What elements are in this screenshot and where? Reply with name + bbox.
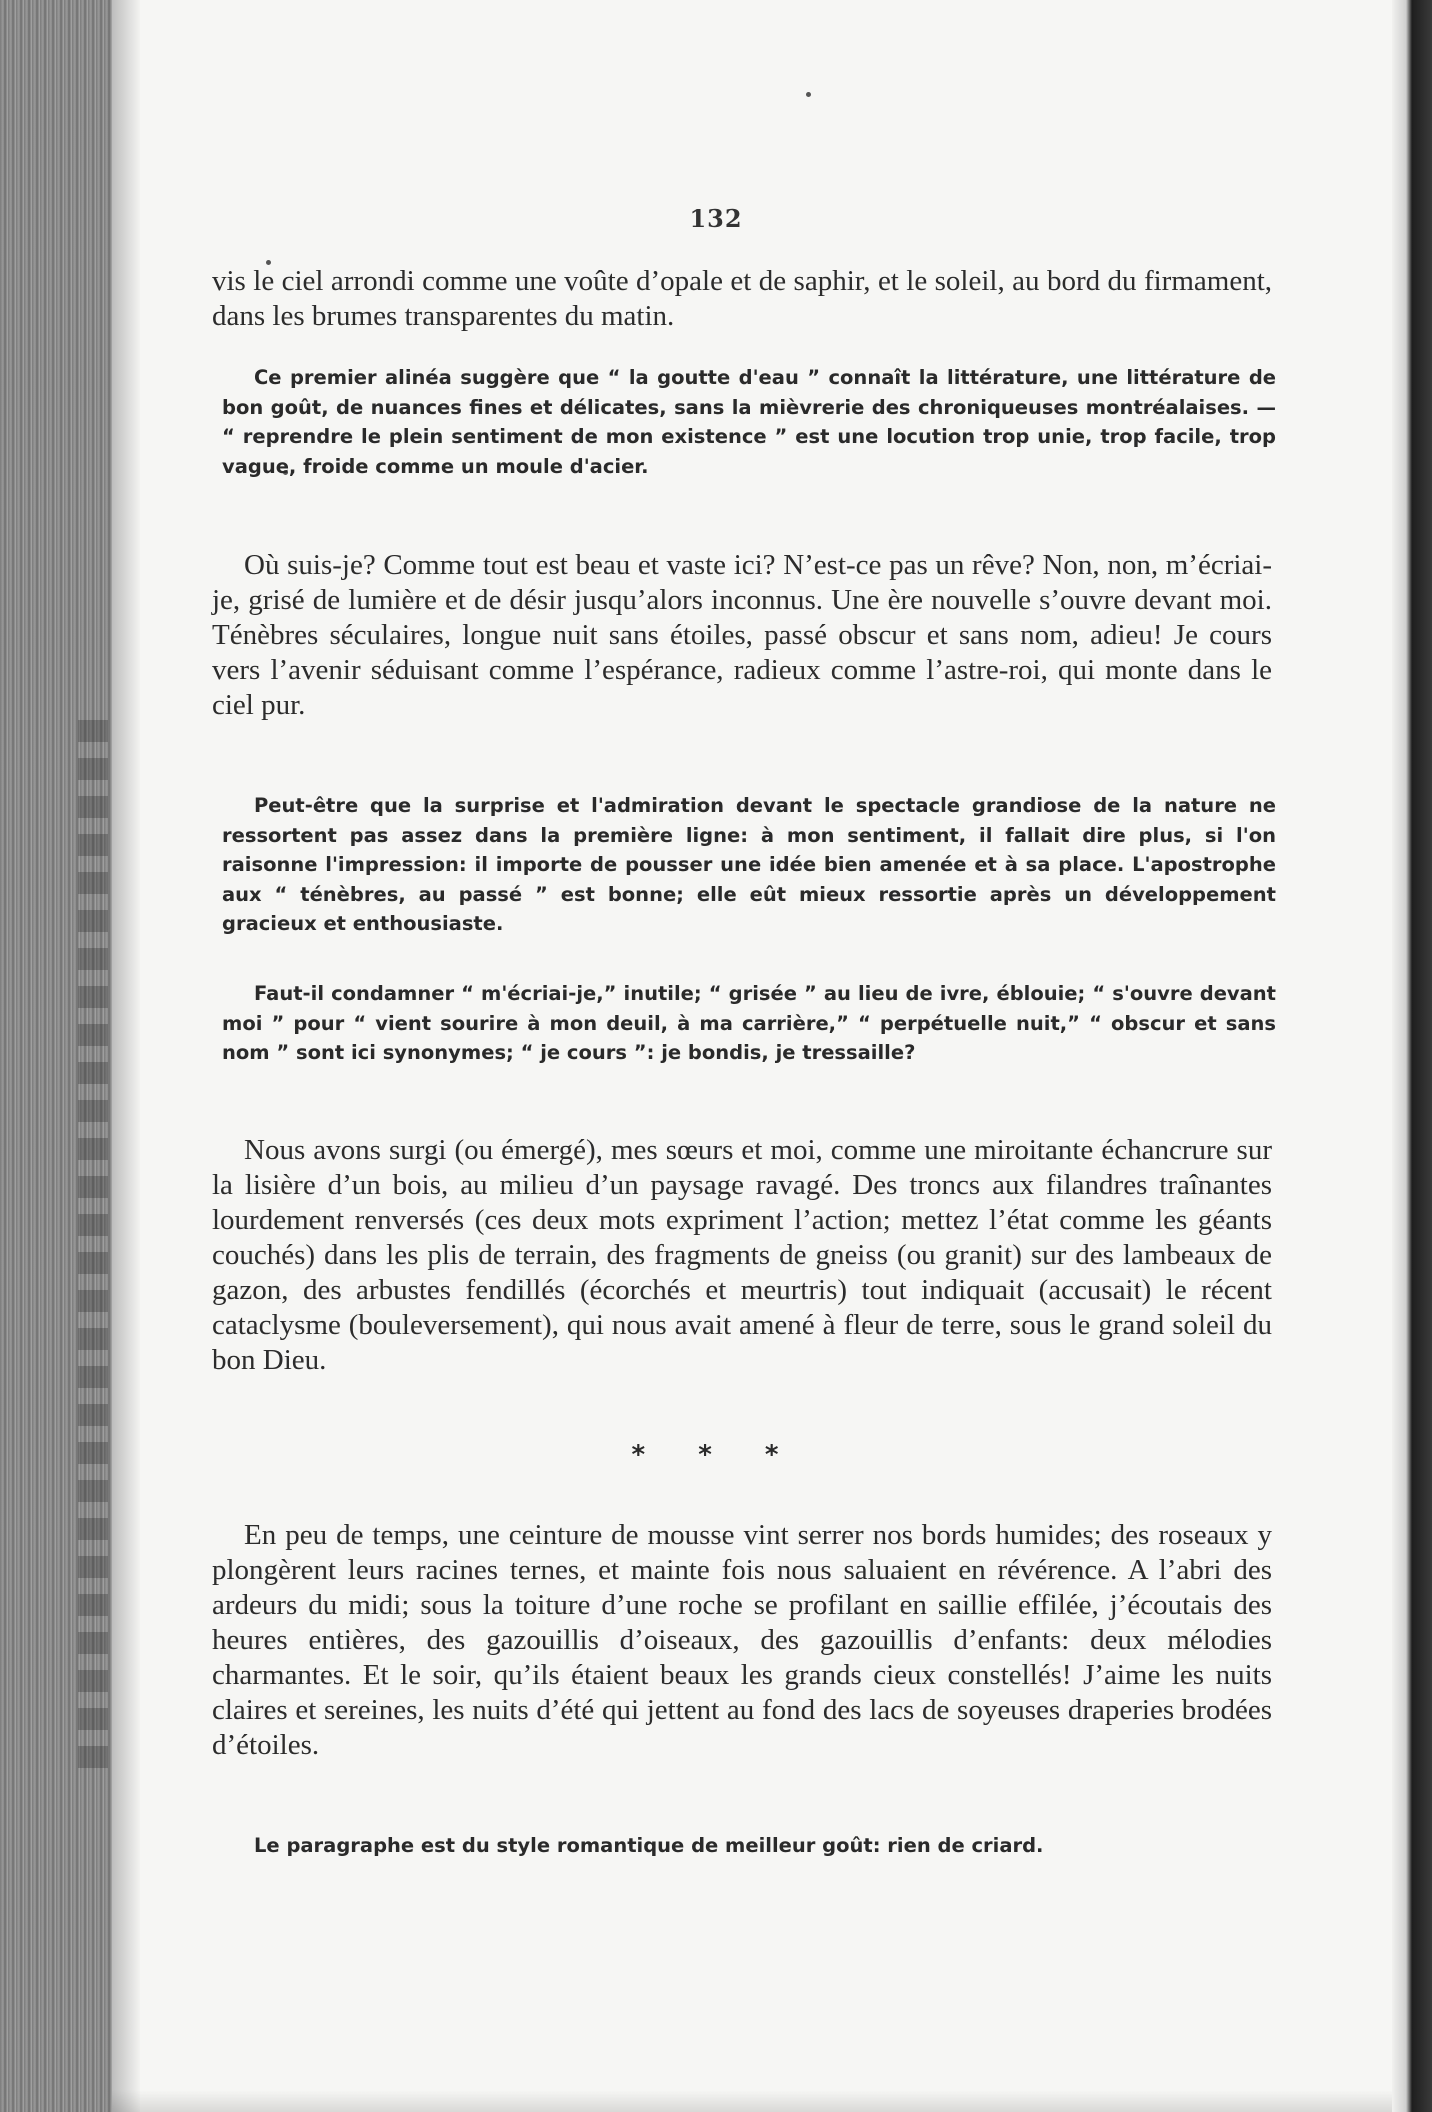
commentary-4 — [222, 1831, 1276, 1861]
commentary-1 — [222, 363, 1276, 481]
page-bottom-shadow — [112, 2090, 1392, 2112]
commentary-3 — [222, 979, 1276, 1068]
body-paragraph-3 — [212, 1133, 1272, 1378]
gutter-shadow — [112, 0, 140, 2112]
paragraph-text: Où suis-je? Comme tout est beau et vaste ici? N’est-ce pas un rêve? Non, non, m’écriai-je, grisé de lumière et de désir jusqu’alors inconnus. Une ère nouvelle s’ouvre devant moi. Ténèbres séculaires, longue nuit sans étoiles, passé obscur et sans nom, adieu! Je cours vers l’avenir séduisant comme l’espérance, radieux comme l’astre-roi, qui monte dans le ciel pur. — [212, 549, 1272, 721]
commentary-text: Faut-il condamner “ m'écriai-je,” inutile; “ grisée ” au lieu de ivre, éblouie; “ s'ouvre devant moi ” pour “ vient sourire à mon deuil, à ma carrière,” “ perpétuelle nuit,” “ obscur et sans nom ” sont ici synonymes; “ je cours ”: je bondis, je tressaille? — [222, 982, 1276, 1064]
body-paragraph-1 — [212, 264, 1272, 334]
body-paragraph-4 — [212, 1518, 1272, 1763]
scan-speck — [806, 92, 811, 97]
commentary-2 — [222, 791, 1276, 939]
paragraph-text: En peu de temps, une ceinture de mousse vint serrer nos bords humides; des roseaux y plongèrent leurs racines ternes, et mainte fois nous saluaient en révérence. A l’abri des ardeurs du midi; sous la toiture d’une roche se profilant en saillie effilée, j’écoutais des heures entières, des gazouillis d’oiseaux, des gazouillis d’enfants: deux mélodies charmantes. Et le soir, qu’ils étaient beaux les grands cieux constellés! J’aime les nuits claires et sereines, les nuits d’été qui jettent au fond des lacs de soyeuses draperies brodées d’étoiles. — [212, 1519, 1272, 1761]
commentary-text: Peut-être que la surprise et l'admiration devant le spectacle grandiose de la nature ne ressortent pas assez dans la première ligne: à mon sentiment, il fallait dire plus, si l'on raisonne l'impression: il importe de pousser une idée bien amenée et à sa place. L'apostrophe aux “ ténèbres, au passé ” est bonne; elle eût mieux ressortie après un développement gracieux et enthousiaste. — [222, 794, 1276, 935]
page-right-edge — [1392, 0, 1432, 2112]
commentary-text: Le paragraphe est du style romantique de meilleur goût: rien de criard. — [254, 1834, 1044, 1857]
page-number: 132 — [689, 204, 743, 233]
spine-shadow-marks — [78, 720, 108, 1770]
body-paragraph-2 — [212, 548, 1272, 723]
commentary-text: Ce premier alinéa suggère que “ la goutte d'eau ” connaît la littérature, une littérature de bon goût, de nuances fines et délicates, sans la mièvrerie des chroniqueuses montréalaises. — “ reprendre le plein sentiment de mon existence ” est une locution trop unie, trop facile, trop vague, froide comme un moule d'acier. — [222, 366, 1276, 478]
paragraph-text: vis le ciel arrondi comme une voûte d’opale et de saphir, et le soleil, au bord du firmament, dans les brumes transparentes du matin. — [212, 265, 1272, 332]
section-separator: * * * — [631, 1440, 801, 1470]
paragraph-text: Nous avons surgi (ou émergé), mes sœurs et moi, comme une miroitante échancrure sur la lisière d’un bois, au milieu d’un paysage ravagé. Des troncs aux filandres traînantes lourdement renversés (ces deux mots expriment l’action; mettez l’état comme les géants couchés) dans les plis de terrain, des fragments de gneiss (ou granit) sur des lambeaux de gazon, des arbustes fendillés (écorchés et meurtris) tout indiquait (accusait) le récent cataclysme (bouleversement), qui nous avait amené à fleur de terre, sous le grand soleil du bon Dieu. — [212, 1134, 1272, 1376]
